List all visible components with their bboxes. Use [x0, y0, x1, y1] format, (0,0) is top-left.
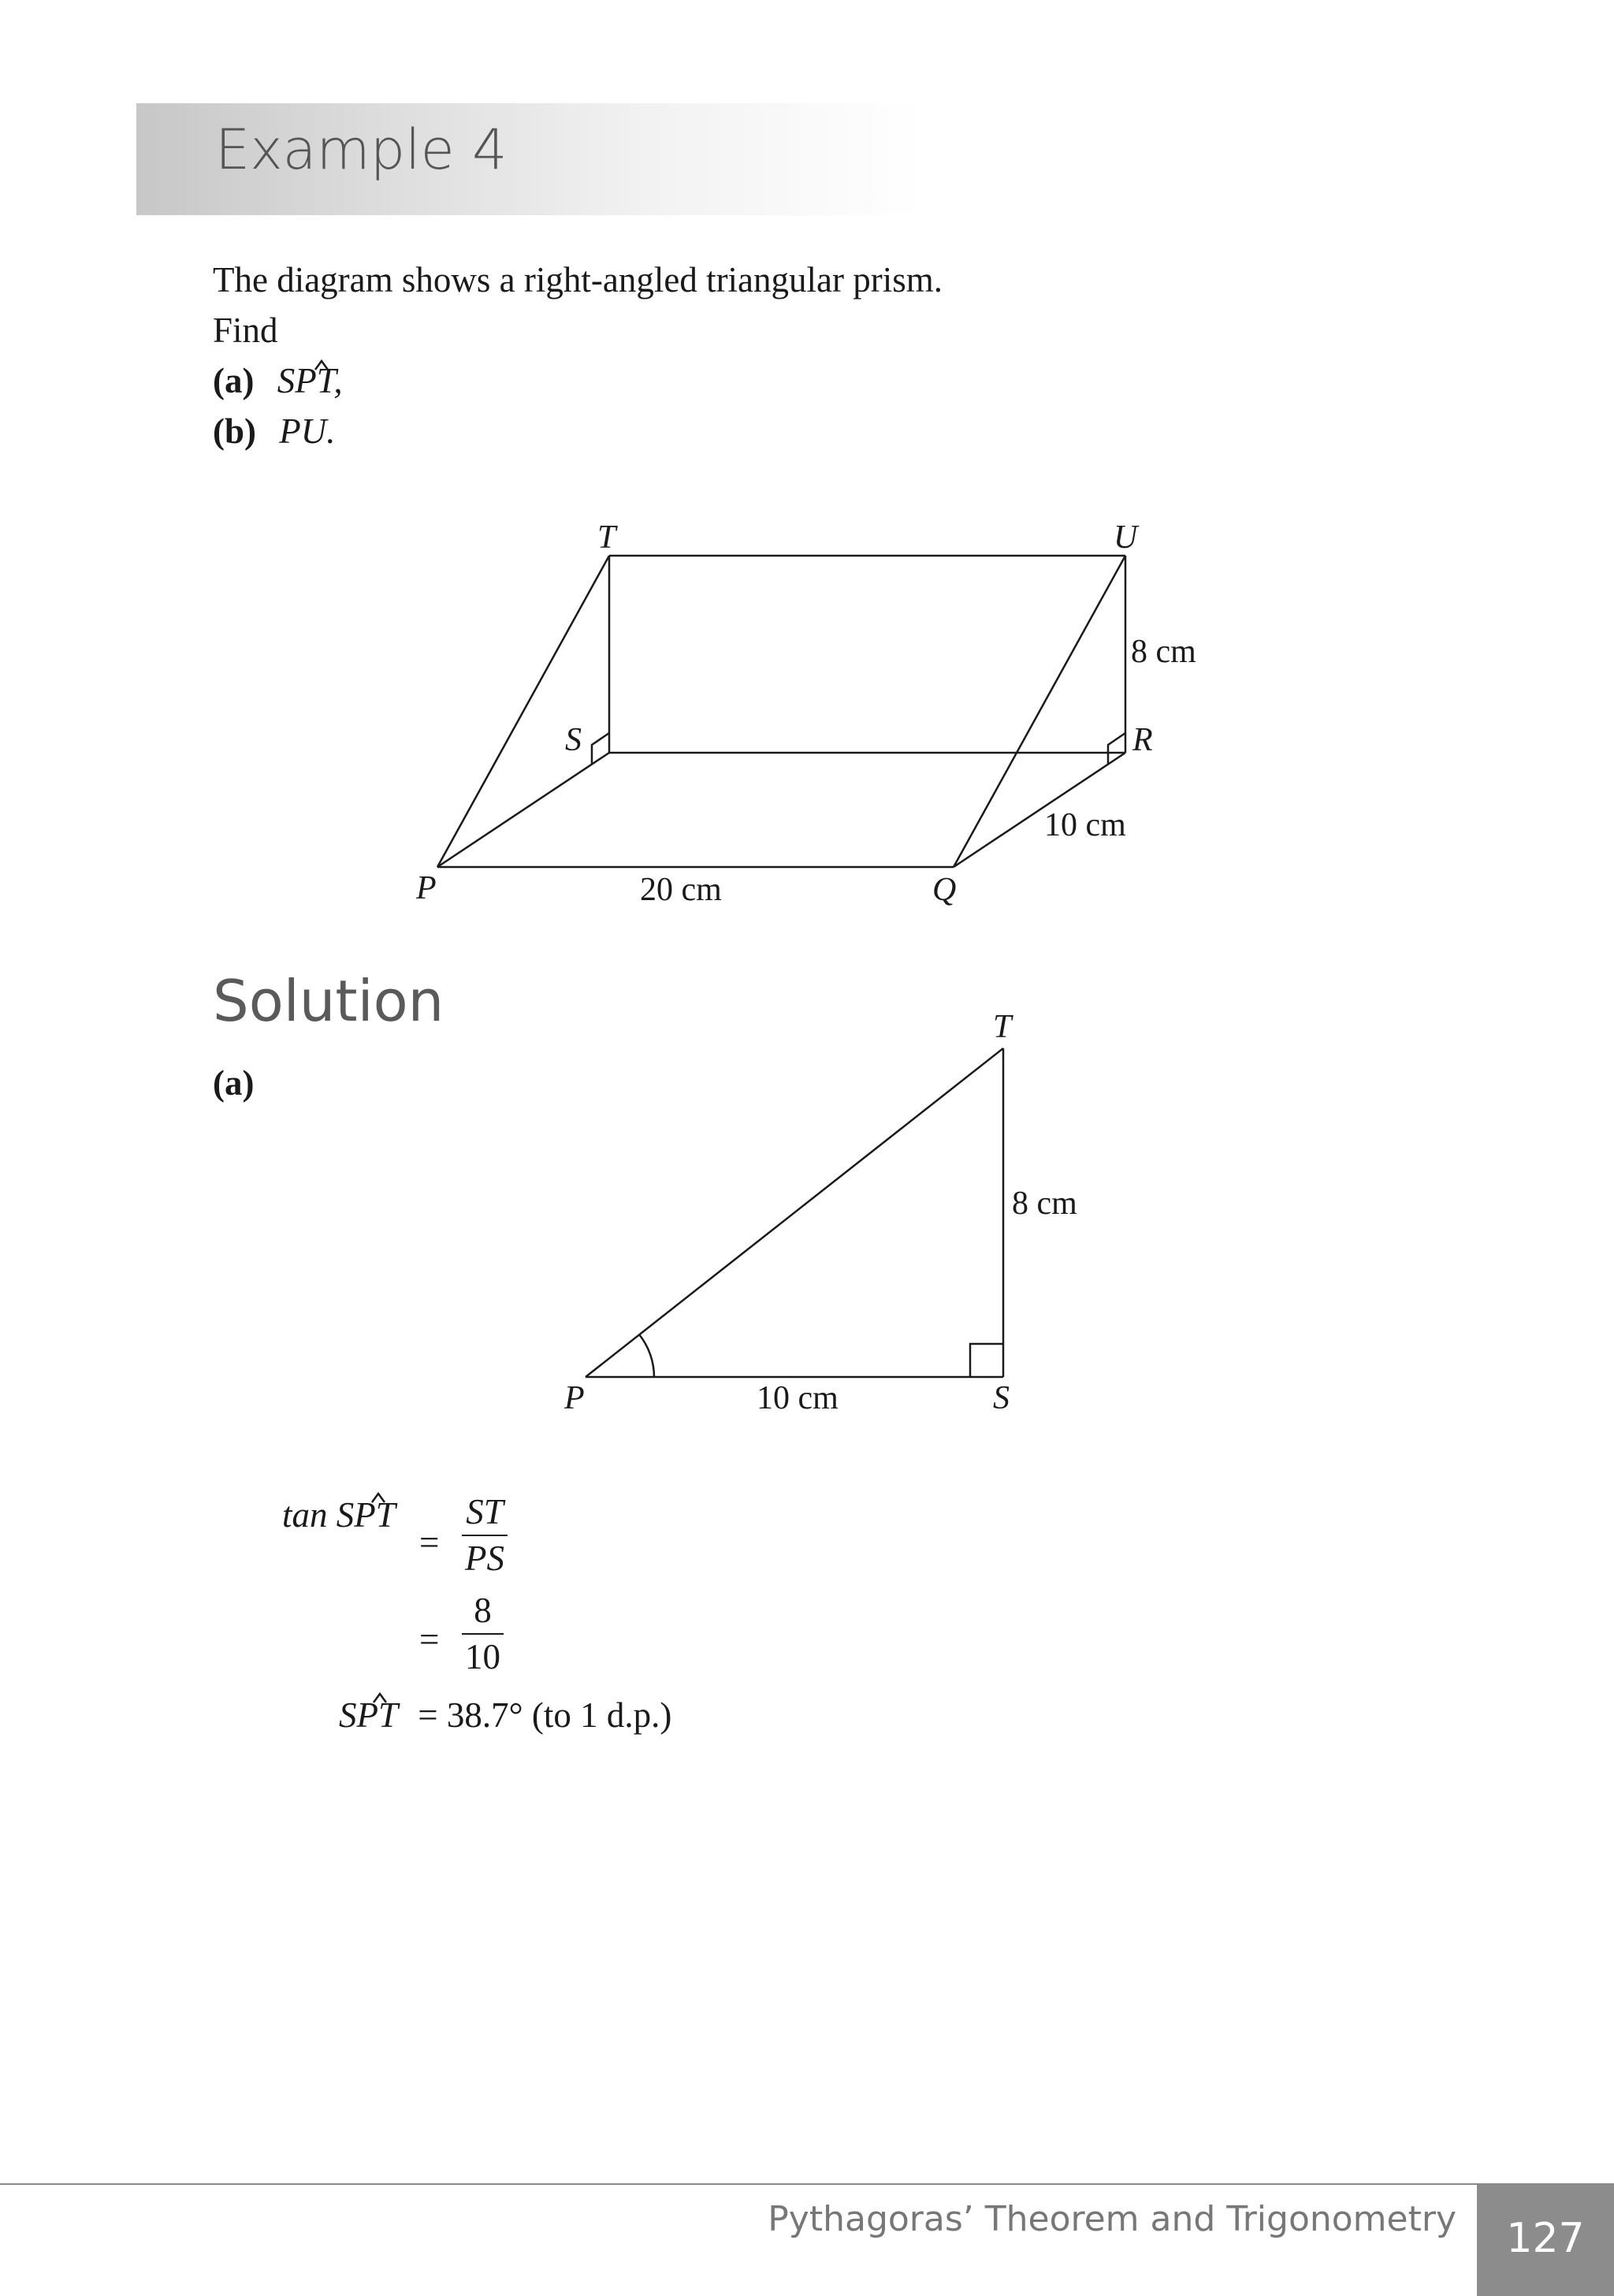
vertex-s: S: [993, 1380, 1010, 1416]
fraction-2-denominator: 10: [465, 1637, 500, 1676]
solution-heading: Solution: [213, 968, 444, 1034]
length-base: 10 cm: [757, 1380, 839, 1416]
vertex-t: T: [993, 1009, 1012, 1045]
answer-angle: SPT: [339, 1695, 399, 1735]
hat-line-3: [374, 1694, 386, 1702]
length-height: 8 cm: [1131, 634, 1196, 670]
fraction-2-numerator: 8: [462, 1593, 504, 1635]
vertex-q: Q: [932, 872, 957, 908]
part-b-label: (b): [213, 411, 256, 451]
length-base: 20 cm: [640, 872, 722, 908]
answer-value: = 38.7° (to 1 d.p.): [418, 1695, 672, 1735]
problem-find: Find: [213, 311, 278, 350]
page-number-box: [1477, 2185, 1614, 2296]
fraction-1-numerator: ST: [462, 1494, 508, 1536]
vertex-t: T: [597, 519, 616, 556]
footer-rule: [0, 2183, 1614, 2185]
vertex-s: S: [565, 722, 582, 758]
fraction-1-denominator: PS: [465, 1539, 504, 1578]
tan-expression: tan SPT: [282, 1495, 396, 1535]
working-eq-2: =: [419, 1620, 440, 1659]
vertex-u: U: [1114, 519, 1138, 556]
working-eq-1: =: [419, 1523, 440, 1562]
vertex-r: R: [1132, 722, 1153, 758]
solution-part-a-label: (a): [213, 1063, 255, 1103]
length-depth: 10 cm: [1044, 807, 1126, 843]
problem-intro: The diagram shows a right-angled triangular prism.: [213, 260, 943, 300]
length-vertical: 8 cm: [1012, 1185, 1077, 1222]
part-b-segment: PU.: [279, 411, 336, 451]
part-a-angle: SPT,: [277, 361, 343, 400]
chapter-title: Pythagoras’ Theorem and Trigonometry: [768, 2199, 1456, 2239]
vertex-p: P: [416, 870, 437, 906]
hat-line-1: [372, 1494, 385, 1502]
page-number: 127: [1506, 2215, 1585, 2262]
hat-part-a: [315, 361, 328, 370]
example-title: Example 4: [215, 117, 508, 182]
vertex-p: P: [564, 1380, 585, 1416]
part-a-label: (a): [213, 361, 255, 400]
